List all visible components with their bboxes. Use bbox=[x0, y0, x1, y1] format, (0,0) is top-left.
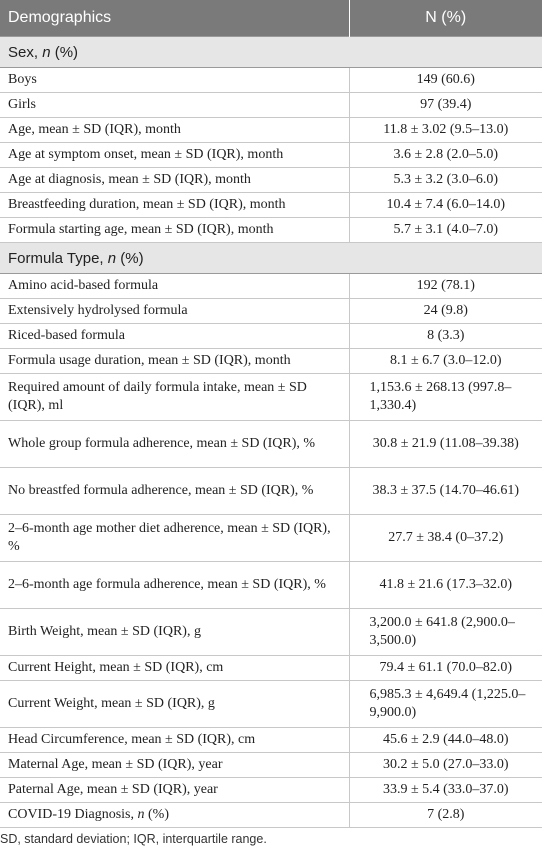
row-value: 79.4 ± 61.1 (70.0–82.0) bbox=[349, 656, 542, 681]
row-value: 30.8 ± 21.9 (11.08–39.38) bbox=[349, 421, 542, 468]
section-formula-type-label: Formula Type, n (%) bbox=[0, 243, 542, 274]
row-label: Head Circumference, mean ± SD (IQR), cm bbox=[0, 728, 349, 753]
row-value: 27.7 ± 38.4 (0–37.2) bbox=[349, 515, 542, 562]
row-value: 8.1 ± 6.7 (3.0–12.0) bbox=[349, 349, 542, 374]
row-label: Extensively hydrolysed formula bbox=[0, 299, 349, 324]
row-label: Breastfeeding duration, mean ± SD (IQR), month bbox=[0, 193, 349, 218]
table-row bbox=[0, 803, 542, 828]
row-value: 30.2 ± 5.0 (27.0–33.0) bbox=[349, 753, 542, 778]
row-label: Age, mean ± SD (IQR), month bbox=[0, 118, 349, 143]
header-n-percent: N (%) bbox=[349, 0, 542, 37]
row-value: 7 (2.8) bbox=[349, 803, 542, 828]
table-row bbox=[0, 349, 542, 374]
row-value: 6,985.3 ± 4,649.4 (1,225.0–9,900.0) bbox=[349, 681, 542, 728]
header-demographics: Demographics bbox=[0, 0, 349, 37]
row-value: 8 (3.3) bbox=[349, 324, 542, 349]
table-row bbox=[0, 324, 542, 349]
table-row bbox=[0, 168, 542, 193]
row-label: 2–6-month age formula adherence, mean ± SD (IQR), % bbox=[0, 562, 349, 609]
table-footnote: SD, standard deviation; IQR, interquartile range. bbox=[0, 832, 267, 846]
row-label: No breastfed formula adherence, mean ± SD (IQR), % bbox=[0, 468, 349, 515]
table-row bbox=[0, 68, 542, 93]
row-value: 45.6 ± 2.9 (44.0–48.0) bbox=[349, 728, 542, 753]
row-label: Current Height, mean ± SD (IQR), cm bbox=[0, 656, 349, 681]
row-value: 97 (39.4) bbox=[349, 93, 542, 118]
row-label: Current Weight, mean ± SD (IQR), g bbox=[0, 681, 349, 728]
table-row bbox=[0, 515, 542, 562]
table-row bbox=[0, 609, 542, 656]
table-row bbox=[0, 193, 542, 218]
row-value: 1,153.6 ± 268.13 (997.8–1,330.4) bbox=[349, 374, 542, 421]
row-value: 33.9 ± 5.4 (33.0–37.0) bbox=[349, 778, 542, 803]
row-label: COVID-19 Diagnosis, n (%) bbox=[0, 803, 349, 828]
row-value: 5.7 ± 3.1 (4.0–7.0) bbox=[349, 218, 542, 243]
table-row bbox=[0, 118, 542, 143]
row-label: Maternal Age, mean ± SD (IQR), year bbox=[0, 753, 349, 778]
row-value: 38.3 ± 37.5 (14.70–46.61) bbox=[349, 468, 542, 515]
section-formula-type bbox=[0, 243, 542, 274]
section-sex-label: Sex, n (%) bbox=[0, 37, 542, 68]
row-label: Required amount of daily formula intake, mean ± SD (IQR), ml bbox=[0, 374, 349, 421]
row-value: 11.8 ± 3.02 (9.5–13.0) bbox=[349, 118, 542, 143]
table-row bbox=[0, 299, 542, 324]
row-label: Formula usage duration, mean ± SD (IQR), month bbox=[0, 349, 349, 374]
row-label: Birth Weight, mean ± SD (IQR), g bbox=[0, 609, 349, 656]
table-row bbox=[0, 562, 542, 609]
row-value: 41.8 ± 21.6 (17.3–32.0) bbox=[349, 562, 542, 609]
row-value: 24 (9.8) bbox=[349, 299, 542, 324]
row-value: 3,200.0 ± 641.8 (2,900.0–3,500.0) bbox=[349, 609, 542, 656]
row-value: 5.3 ± 3.2 (3.0–6.0) bbox=[349, 168, 542, 193]
row-label: Age at diagnosis, mean ± SD (IQR), month bbox=[0, 168, 349, 193]
row-label: 2–6-month age mother diet adherence, mean ± SD (IQR), % bbox=[0, 515, 349, 562]
row-value: 10.4 ± 7.4 (6.0–14.0) bbox=[349, 193, 542, 218]
table-row bbox=[0, 421, 542, 468]
table-row bbox=[0, 374, 542, 421]
table-row bbox=[0, 93, 542, 118]
section-sex bbox=[0, 37, 542, 68]
row-value: 149 (60.6) bbox=[349, 68, 542, 93]
table-row bbox=[0, 656, 542, 681]
table-row bbox=[0, 218, 542, 243]
row-label: Age at symptom onset, mean ± SD (IQR), month bbox=[0, 143, 349, 168]
table-row bbox=[0, 728, 542, 753]
row-label: Amino acid-based formula bbox=[0, 274, 349, 299]
table-row bbox=[0, 778, 542, 803]
row-label: Formula starting age, mean ± SD (IQR), month bbox=[0, 218, 349, 243]
table-row bbox=[0, 468, 542, 515]
row-label: Girls bbox=[0, 93, 349, 118]
row-label: Whole group formula adherence, mean ± SD (IQR), % bbox=[0, 421, 349, 468]
table-row bbox=[0, 143, 542, 168]
table-header-row bbox=[0, 0, 542, 37]
row-label: Riced-based formula bbox=[0, 324, 349, 349]
row-value: 3.6 ± 2.8 (2.0–5.0) bbox=[349, 143, 542, 168]
table-row bbox=[0, 753, 542, 778]
table-row bbox=[0, 274, 542, 299]
row-label: Paternal Age, mean ± SD (IQR), year bbox=[0, 778, 349, 803]
row-label: Boys bbox=[0, 68, 349, 93]
table-row bbox=[0, 681, 542, 728]
row-value: 192 (78.1) bbox=[349, 274, 542, 299]
